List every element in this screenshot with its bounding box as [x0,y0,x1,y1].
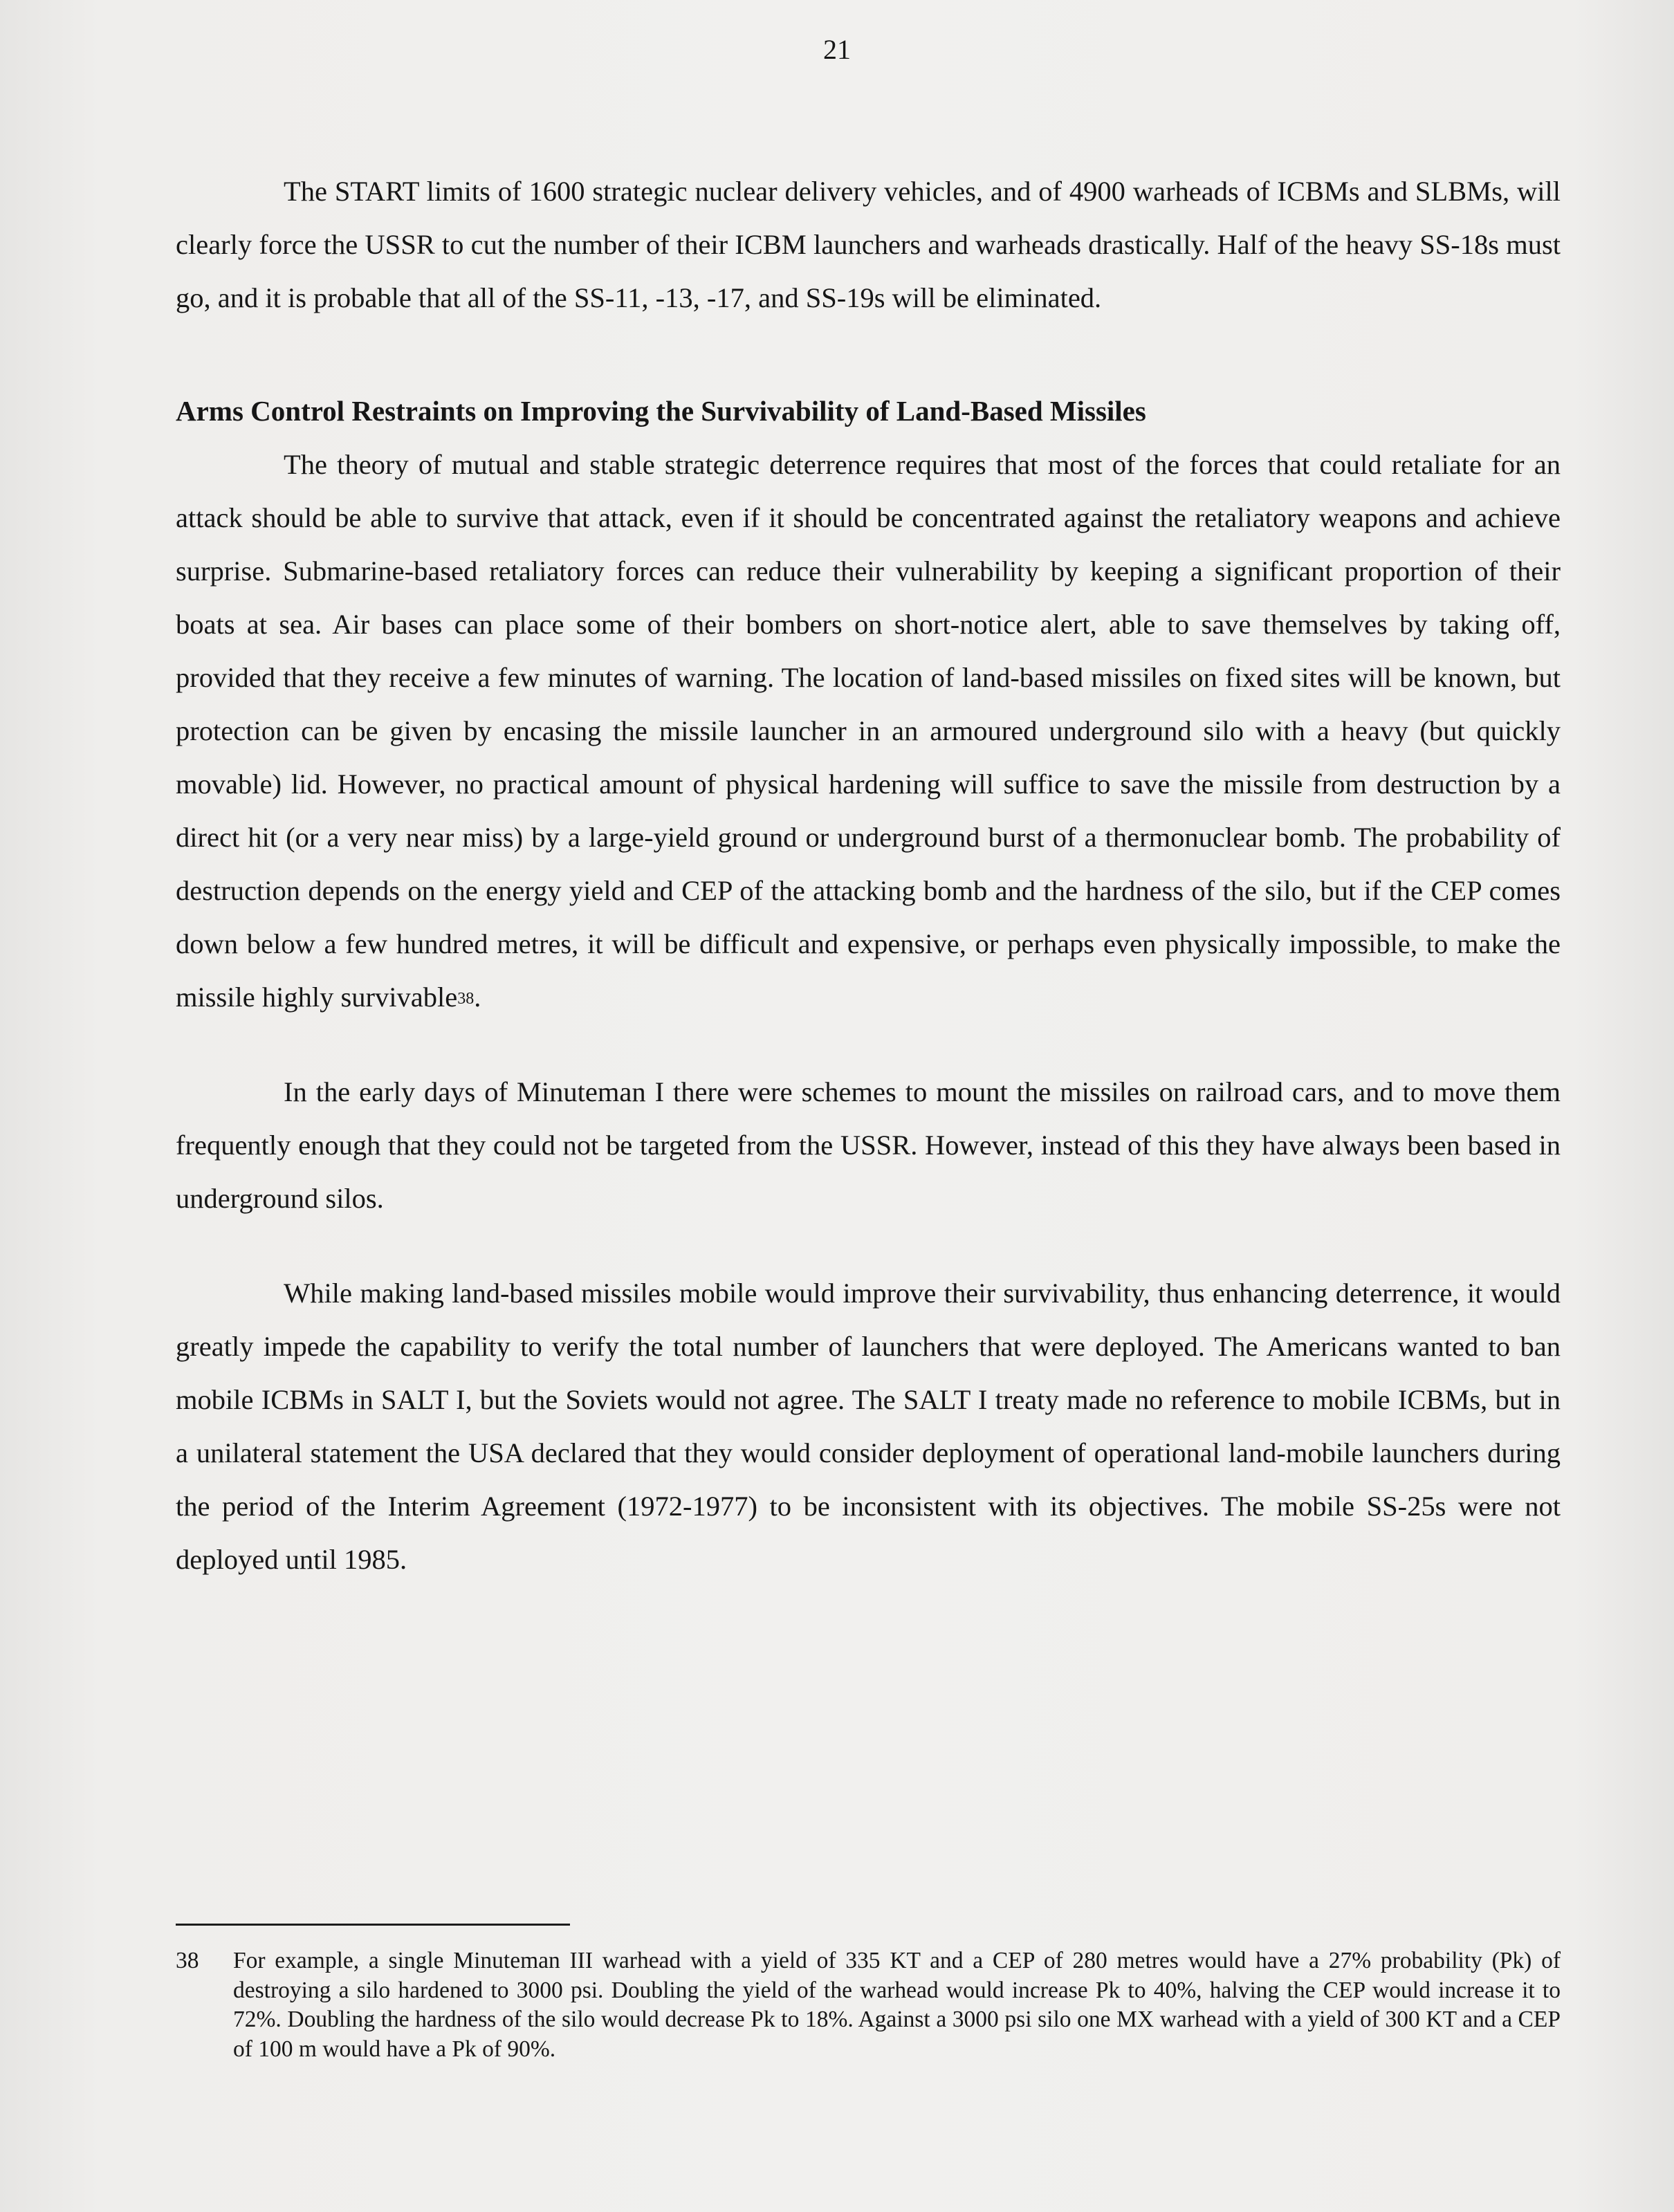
paragraph-deterrence-text: The theory of mutual and stable strategic deterrence requires that most of the forces that could retaliate for an attack should be able to survive that attack, even if it should be concentrated against the retaliatory weapons and achieve surprise. Submarine-based retaliatory forces can reduce their vulnerability by keeping a significant proportion of their boats at sea. Air bases can place some of their bombers on short-notice alert, able to save themselves by taking off, provided that they receive a few minutes of warning. The location of land-based missiles on fixed sites will be known, but protection can be given by encasing the missile launcher in an armoured underground silo with a heavy (but quickly movable) lid. However, no practical amount of physical hardening will suffice to save the missile from destruction by a direct hit (or a very near miss) by a large-yield ground or underground burst of a thermonuclear bomb. The probability of destruction depends on the energy yield and CEP of the attacking bomb and the hardness of the silo, but if the CEP comes down below a few hundred metres, it will be difficult and expensive, or perhaps even physically impossible, to make the missile highly survivable [176,449,1561,1013]
section-heading: Arms Control Restraints on Improving the Survivability of Land-Based Missiles [176,395,1146,427]
footnote-text: For example, a single Minuteman III warhead with a yield of 335 KT and a CEP of 280 metres would have a 27% probability (Pk) of destroying a silo hardened to 3000 psi. Doubling the yield of the warhead would increase Pk to 40%, halving the CEP would increase it to 72%. Doubling the hardness of the silo would decrease Pk to 18%. Against a 3000 psi silo one MX warhead with a yield of 300 KT and a CEP of 100 m would have a Pk of 90%. [233,1948,1561,2062]
page-number: 21 [823,34,851,65]
footnote-separator [176,1924,570,1926]
paragraph-mobile-missiles: While making land-based missiles mobile would improve their survivability, thus enhancing deterrence, it would greatly impede the capability to verify the total number of launchers that were deployed. The Americans wanted to ban mobile ICBMs in SALT I, but the Soviets would not agree. The SALT I treaty made no reference to mobile ICBMs, but in a unilateral statement the USA declared that they would consider deployment of operational land-mobile launchers during the period of the Interim Agreement (1972-1977) to be inconsistent with its objectives. The mobile SS-25s were not deployed until 1985. [176,1278,1561,1575]
paragraph-start-limits: The START limits of 1600 strategic nuclear delivery vehicles, and of 4900 warheads of ICBMs and SLBMs, will clearly force the USSR to cut the number of their ICBM launchers and warheads drastically. Half of the heavy SS-18s must go, and it is probable that all of the SS-11, -13, -17, and SS-19s will be eliminated. [176,176,1561,313]
paragraph-minuteman-railroad: In the early days of Minuteman I there were schemes to mount the missiles on railroad cars, and to move them frequently enough that they could not be targeted from the USSR. However, instead of this they have always been based in underground silos. [176,1076,1561,1214]
footnote-reference: 38 [457,990,475,1008]
paragraph-deterrence-theory [176,438,1561,1024]
footnote [176,1946,1561,2064]
paragraph-deterrence-end: . [474,981,481,1013]
body-text [176,165,1561,1586]
footnote-number: 38 [176,1948,199,1973]
